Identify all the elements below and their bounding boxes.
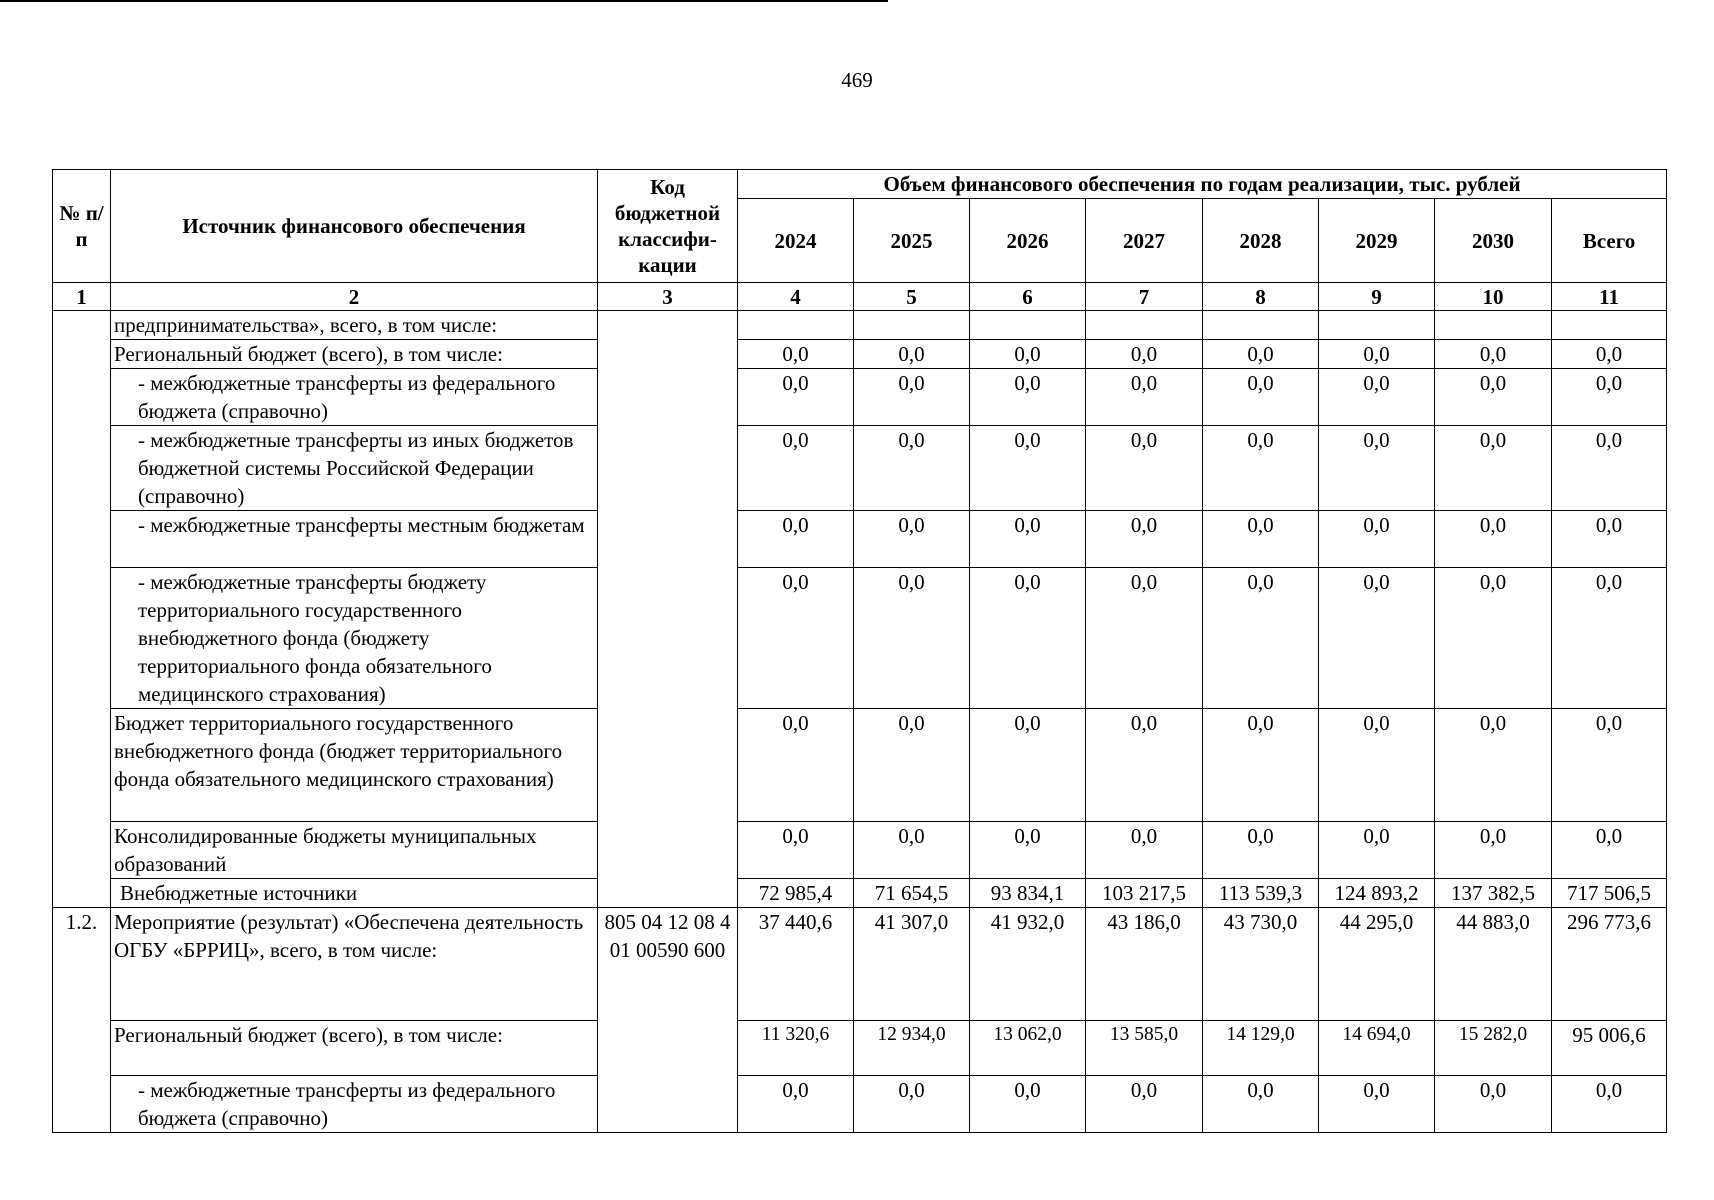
header-volume: Объем финансового обеспечения по годам реализации, тыс. рублей [738,170,1667,199]
row-value: 95 006,6 [1552,1021,1667,1076]
row-value: 0,0 [854,709,970,822]
row-value: 0,0 [1203,822,1319,879]
row-value: 0,0 [970,369,1086,426]
header-code: Код бюджетной классифи-кации [598,170,738,283]
table-row [53,426,1667,511]
row-value: 0,0 [738,709,854,822]
row-value: 0,0 [970,822,1086,879]
row-value: 0,0 [1086,511,1203,568]
row-value: 0,0 [1086,369,1203,426]
header-year: 2024 [738,199,854,283]
row-source: Консолидированные бюджеты муниципальных образований [111,822,598,879]
table-row [53,369,1667,426]
column-number: 1 [53,283,111,311]
table-row [53,311,1667,340]
row-source: предпринимательства», всего, в том числе: [111,311,598,340]
row-value: 0,0 [1319,426,1435,511]
row-value: 0,0 [1203,369,1319,426]
row-value: 124 893,2 [1319,879,1435,908]
header-year: 2026 [970,199,1086,283]
row-source: Мероприятие (результат) «Обеспечена деятельность ОГБУ «БРРИЦ», всего, в том числе: [111,908,598,1021]
row-value: 0,0 [738,511,854,568]
row-value: 0,0 [1203,511,1319,568]
row-value: 44 883,0 [1435,908,1552,1021]
row-value: 0,0 [854,822,970,879]
row-value: 0,0 [854,340,970,369]
row-source: - межбюджетные трансферты из иных бюджетов бюджетной системы Российской Федерации (справочно) [111,426,598,511]
header-num: № п/п [53,170,111,283]
column-number: 10 [1435,283,1552,311]
row-value: 0,0 [1319,709,1435,822]
row-value: 0,0 [1435,568,1552,709]
row-source: - межбюджетные трансферты из федерального бюджета (справочно) [111,369,598,426]
column-number: 6 [970,283,1086,311]
row-value: 0,0 [1552,709,1667,822]
row-value: 0,0 [854,426,970,511]
row-value: 44 295,0 [1319,908,1435,1021]
column-number: 3 [598,283,738,311]
row-value: 0,0 [1319,369,1435,426]
table-row [53,879,1667,908]
row-value: 93 834,1 [970,879,1086,908]
row-value: 41 932,0 [970,908,1086,1021]
row-source: - межбюджетные трансферты местным бюджетам [111,511,598,568]
row-value [738,311,854,340]
column-number: 9 [1319,283,1435,311]
row-value: 72 985,4 [738,879,854,908]
row-code: 805 04 12 08 4 01 00590 600 [598,908,738,1133]
row-value: 11 320,6 [738,1021,854,1076]
row-value: 13 062,0 [970,1021,1086,1076]
header-year: 2030 [1435,199,1552,283]
row-value: 43 730,0 [1203,908,1319,1021]
top-rule [0,0,888,2]
row-value: 0,0 [1203,568,1319,709]
row-value: 0,0 [1203,709,1319,822]
row-value: 41 307,0 [854,908,970,1021]
row-value [1203,311,1319,340]
column-number: 4 [738,283,854,311]
table-row [53,1076,1667,1133]
row-source: Бюджет территориального государственного внебюджетного фонда (бюджет территориального фонда обязательного медицинского страхования) [111,709,598,822]
row-value [1552,311,1667,340]
row-value: 0,0 [1435,1076,1552,1133]
row-value: 0,0 [1552,340,1667,369]
row-value: 0,0 [970,340,1086,369]
table-row [53,1021,1667,1076]
table-row [53,340,1667,369]
table-row [53,822,1667,879]
table-row [53,908,1667,1021]
row-value: 717 506,5 [1552,879,1667,908]
header-year: 2028 [1203,199,1319,283]
row-value: 0,0 [1319,822,1435,879]
row-value [1319,311,1435,340]
row-value: 14 129,0 [1203,1021,1319,1076]
row-value: 0,0 [970,709,1086,822]
row-value: 0,0 [738,426,854,511]
row-value: 0,0 [1435,426,1552,511]
row-value: 0,0 [970,426,1086,511]
row-value: 0,0 [1552,1076,1667,1133]
column-number: 2 [111,283,598,311]
row-value: 113 539,3 [1203,879,1319,908]
row-value: 14 694,0 [1319,1021,1435,1076]
row-value [854,311,970,340]
row-value: 0,0 [1086,568,1203,709]
row-value: 0,0 [1086,340,1203,369]
row-value [1435,311,1552,340]
row-value: 13 585,0 [1086,1021,1203,1076]
row-value: 12 934,0 [854,1021,970,1076]
row-value: 0,0 [1203,1076,1319,1133]
row-value: 0,0 [738,822,854,879]
row-value [1086,311,1203,340]
row-value: 0,0 [854,511,970,568]
row-value: 0,0 [1203,340,1319,369]
row-value: 0,0 [738,369,854,426]
row-value: 0,0 [738,568,854,709]
row-value: 0,0 [854,1076,970,1133]
financing-table [52,169,1667,1133]
row-value: 0,0 [1319,1076,1435,1133]
row-value: 0,0 [1435,822,1552,879]
row-source: Региональный бюджет (всего), в том числе: [111,1021,598,1076]
row-value: 0,0 [1319,340,1435,369]
row-number: 1.2. [53,908,111,1133]
row-value [970,311,1086,340]
row-value: 0,0 [1203,426,1319,511]
row-value: 0,0 [738,1076,854,1133]
column-number: 8 [1203,283,1319,311]
row-value: 71 654,5 [854,879,970,908]
row-value: 296 773,6 [1552,908,1667,1021]
row-value: 0,0 [970,568,1086,709]
row-value: 0,0 [1435,340,1552,369]
column-number: 7 [1086,283,1203,311]
row-value: 0,0 [738,340,854,369]
row-value: 0,0 [1552,511,1667,568]
row-number [53,311,111,908]
page-number: 469 [841,68,873,92]
row-value: 37 440,6 [738,908,854,1021]
table-row [53,568,1667,709]
row-value: 0,0 [970,511,1086,568]
row-source: Внебюджетные источники [111,879,598,908]
row-value: 43 186,0 [1086,908,1203,1021]
row-value: 0,0 [1552,568,1667,709]
row-source: - межбюджетные трансферты бюджету территориального государственного внебюджетного фонда (бюджету территориального фонда обязательного медицинского страхования) [111,568,598,709]
header-year: 2027 [1086,199,1203,283]
row-value: 0,0 [1086,426,1203,511]
header-total: Всего [1552,199,1667,283]
row-value: 103 217,5 [1086,879,1203,908]
row-value: 137 382,5 [1435,879,1552,908]
row-value: 0,0 [1552,822,1667,879]
row-value: 0,0 [1552,426,1667,511]
row-value: 0,0 [854,568,970,709]
row-value: 15 282,0 [1435,1021,1552,1076]
row-value: 0,0 [1435,709,1552,822]
row-value: 0,0 [1552,369,1667,426]
header-source: Источник финансового обеспечения [111,170,598,283]
header-year: 2029 [1319,199,1435,283]
row-value: 0,0 [1319,511,1435,568]
row-value: 0,0 [1435,369,1552,426]
row-value: 0,0 [854,369,970,426]
row-value: 0,0 [1086,822,1203,879]
row-code [598,311,738,908]
row-value: 0,0 [1086,1076,1203,1133]
table-row [53,709,1667,822]
row-value: 0,0 [1435,511,1552,568]
row-value: 0,0 [1319,568,1435,709]
row-value: 0,0 [1086,709,1203,822]
column-number: 5 [854,283,970,311]
table-row [53,511,1667,568]
row-value: 0,0 [970,1076,1086,1133]
column-number: 11 [1552,283,1667,311]
header-year: 2025 [854,199,970,283]
row-source: - межбюджетные трансферты из федерального бюджета (справочно) [111,1076,598,1133]
row-source: Региональный бюджет (всего), в том числе: [111,340,598,369]
